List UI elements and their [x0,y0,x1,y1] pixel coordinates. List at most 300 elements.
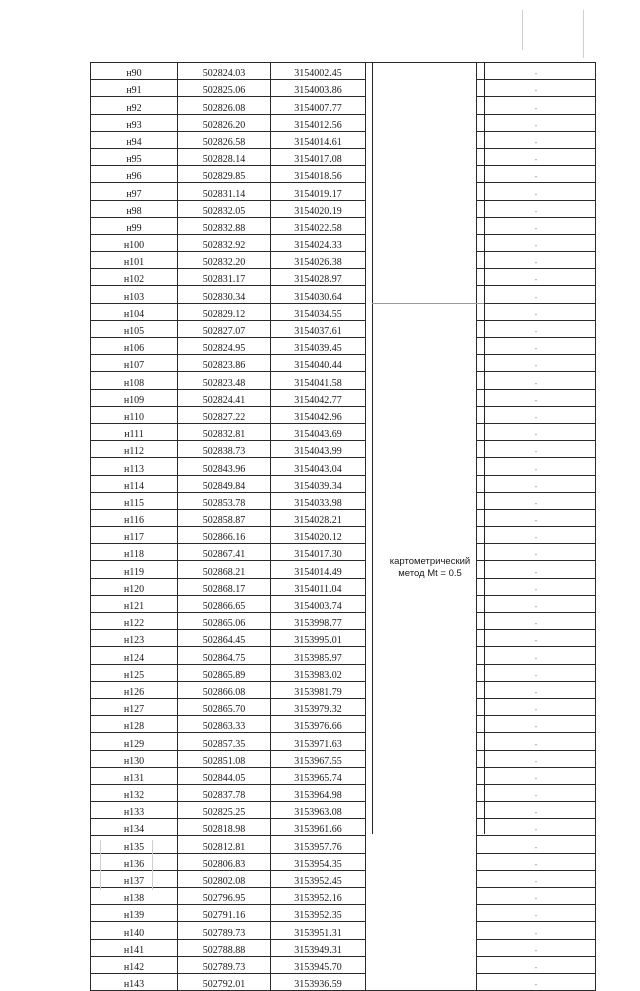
scan-artifact-line [522,10,523,50]
x-coordinate-cell: 502843.96 [178,458,271,475]
y-coordinate-cell: 3153965.74 [271,767,366,784]
y-coordinate-cell: 3153949.31 [271,939,366,956]
y-coordinate-cell: 3154017.30 [271,544,366,561]
method-cell [366,355,477,372]
accuracy-cell: - [477,578,596,595]
x-coordinate-cell: 502823.86 [178,355,271,372]
point-name-cell: н98 [91,200,178,217]
point-name-cell: н115 [91,492,178,509]
method-cell [366,888,477,905]
x-coordinate-cell: 502832.88 [178,217,271,234]
accuracy-cell: - [477,664,596,681]
x-coordinate-cell: 502868.17 [178,578,271,595]
y-coordinate-cell: 3153985.97 [271,647,366,664]
method-cell [366,802,477,819]
point-name-cell: н126 [91,681,178,698]
table-row [91,183,596,200]
point-name-cell: н96 [91,166,178,183]
y-coordinate-cell: 3154042.96 [271,406,366,423]
table-row [91,252,596,269]
y-coordinate-cell: 3154024.33 [271,234,366,251]
table-row [91,286,596,303]
table-row [91,750,596,767]
accuracy-cell: - [477,973,596,990]
method-cell [366,475,477,492]
x-coordinate-cell: 502864.45 [178,630,271,647]
point-name-cell: н97 [91,183,178,200]
y-coordinate-cell: 3154022.58 [271,217,366,234]
accuracy-cell: - [477,784,596,801]
method-cell [366,320,477,337]
accuracy-cell: - [477,97,596,114]
method-cell [366,698,477,715]
x-coordinate-cell: 502832.20 [178,252,271,269]
method-cell [366,148,477,165]
table-row [91,870,596,887]
x-coordinate-cell: 502788.88 [178,939,271,956]
accuracy-cell: - [477,681,596,698]
accuracy-cell: - [477,355,596,372]
y-coordinate-cell: 3154011.04 [271,578,366,595]
table-row [91,939,596,956]
table-row [91,784,596,801]
accuracy-cell: - [477,131,596,148]
accuracy-cell: - [477,698,596,715]
accuracy-cell: - [477,870,596,887]
column-divider [372,62,373,834]
method-cell [366,939,477,956]
point-name-cell: н129 [91,733,178,750]
accuracy-cell: - [477,320,596,337]
x-coordinate-cell: 502824.41 [178,389,271,406]
table-row [91,166,596,183]
table-row [91,114,596,131]
accuracy-cell: - [477,836,596,853]
point-name-cell: н109 [91,389,178,406]
method-cell [366,716,477,733]
table-row [91,475,596,492]
accuracy-cell: - [477,166,596,183]
table-row [91,492,596,509]
x-coordinate-cell: 502832.05 [178,200,271,217]
x-coordinate-cell: 502858.87 [178,509,271,526]
point-name-cell: н107 [91,355,178,372]
y-coordinate-cell: 3153952.16 [271,888,366,905]
accuracy-cell: - [477,527,596,544]
y-coordinate-cell: 3153981.79 [271,681,366,698]
y-coordinate-cell: 3154014.49 [271,561,366,578]
point-name-cell: н101 [91,252,178,269]
method-note-line-1: картометрический [389,556,471,567]
x-coordinate-cell: 502829.12 [178,303,271,320]
point-name-cell: н130 [91,750,178,767]
point-name-cell: н119 [91,561,178,578]
x-coordinate-cell: 502826.20 [178,114,271,131]
y-coordinate-cell: 3154017.08 [271,148,366,165]
scan-artifact-line [583,10,584,58]
y-coordinate-cell: 3154003.86 [271,80,366,97]
y-coordinate-cell: 3154019.17 [271,183,366,200]
accuracy-cell: - [477,922,596,939]
y-coordinate-cell: 3153983.02 [271,664,366,681]
accuracy-cell: - [477,269,596,286]
point-name-cell: н127 [91,698,178,715]
x-coordinate-cell: 502838.73 [178,441,271,458]
method-cell [366,613,477,630]
x-coordinate-cell: 502844.05 [178,767,271,784]
x-coordinate-cell: 502831.14 [178,183,271,200]
table-row [91,355,596,372]
table-row [91,853,596,870]
method-cell [366,905,477,922]
y-coordinate-cell: 3154043.99 [271,441,366,458]
accuracy-cell: - [477,561,596,578]
y-coordinate-cell: 3154028.97 [271,269,366,286]
method-cell [366,784,477,801]
table-row [91,681,596,698]
accuracy-cell: - [477,372,596,389]
table-row [91,561,596,578]
x-coordinate-cell: 502827.22 [178,406,271,423]
accuracy-cell: - [477,956,596,973]
accuracy-cell: - [477,423,596,440]
accuracy-cell: - [477,819,596,836]
accuracy-cell: - [477,716,596,733]
y-coordinate-cell: 3153998.77 [271,613,366,630]
point-name-cell: н93 [91,114,178,131]
method-cell [366,527,477,544]
method-cell [366,853,477,870]
method-cell [366,286,477,303]
y-coordinate-cell: 3154041.58 [271,372,366,389]
point-name-cell: н134 [91,819,178,836]
accuracy-cell: - [477,939,596,956]
method-cell [366,183,477,200]
method-cell [366,217,477,234]
method-cell [366,63,477,80]
method-cell [366,269,477,286]
point-name-cell: н104 [91,303,178,320]
method-cell [366,509,477,526]
method-cell [366,458,477,475]
accuracy-cell: - [477,853,596,870]
method-cell [366,252,477,269]
y-coordinate-cell: 3154030.64 [271,286,366,303]
y-coordinate-cell: 3154020.19 [271,200,366,217]
point-name-cell: н112 [91,441,178,458]
y-coordinate-cell: 3154012.56 [271,114,366,131]
x-coordinate-cell: 502857.35 [178,733,271,750]
table-row [91,320,596,337]
method-note-line-2: метод Mt = 0.5 [398,568,462,579]
scan-artifact-line [152,840,153,890]
y-coordinate-cell: 3154026.38 [271,252,366,269]
coordinates-table [90,62,596,991]
point-name-cell: н125 [91,664,178,681]
point-name-cell: н140 [91,922,178,939]
x-coordinate-cell: 502791.16 [178,905,271,922]
method-cell [366,819,477,836]
y-coordinate-cell: 3153954.35 [271,853,366,870]
point-name-cell: н120 [91,578,178,595]
point-name-cell: н128 [91,716,178,733]
accuracy-cell: - [477,544,596,561]
point-name-cell: н114 [91,475,178,492]
method-cell [366,338,477,355]
table-row [91,389,596,406]
table-row [91,131,596,148]
method-cell [366,97,477,114]
y-coordinate-cell: 3154042.77 [271,389,366,406]
accuracy-cell: - [477,338,596,355]
method-cell [366,647,477,664]
method-cell [366,681,477,698]
point-name-cell: н133 [91,802,178,819]
table-row [91,956,596,973]
point-name-cell: н92 [91,97,178,114]
point-name-cell: н91 [91,80,178,97]
point-name-cell: н131 [91,767,178,784]
x-coordinate-cell: 502849.84 [178,475,271,492]
accuracy-cell: - [477,767,596,784]
method-cell [366,630,477,647]
point-name-cell: н123 [91,630,178,647]
table-row [91,509,596,526]
method-cell [366,956,477,973]
accuracy-cell: - [477,252,596,269]
table-row [91,80,596,97]
point-name-cell: н94 [91,131,178,148]
method-cell-divider [372,303,484,304]
accuracy-cell: - [477,114,596,131]
table-row [91,578,596,595]
accuracy-cell: - [477,286,596,303]
method-cell [366,870,477,887]
y-coordinate-cell: 3154034.55 [271,303,366,320]
point-name-cell: н103 [91,286,178,303]
x-coordinate-cell: 502826.58 [178,131,271,148]
method-cell [366,372,477,389]
accuracy-cell: - [477,80,596,97]
table-row [91,217,596,234]
x-coordinate-cell: 502864.75 [178,647,271,664]
method-cell [366,166,477,183]
x-coordinate-cell: 502851.08 [178,750,271,767]
x-coordinate-cell: 502829.85 [178,166,271,183]
table-row [91,148,596,165]
table-row [91,613,596,630]
y-coordinate-cell: 3153951.31 [271,922,366,939]
method-cell [366,406,477,423]
x-coordinate-cell: 502825.06 [178,80,271,97]
y-coordinate-cell: 3153945.70 [271,956,366,973]
x-coordinate-cell: 502827.07 [178,320,271,337]
method-note [372,556,488,580]
point-name-cell: н121 [91,595,178,612]
method-cell [366,733,477,750]
x-coordinate-cell: 502789.73 [178,956,271,973]
y-coordinate-cell: 3154043.69 [271,423,366,440]
method-cell [366,922,477,939]
y-coordinate-cell: 3154028.21 [271,509,366,526]
method-cell [366,973,477,990]
accuracy-cell: - [477,630,596,647]
x-coordinate-cell: 502789.73 [178,922,271,939]
accuracy-cell: - [477,733,596,750]
y-coordinate-cell: 3153957.76 [271,836,366,853]
method-cell [366,389,477,406]
y-coordinate-cell: 3153963.08 [271,802,366,819]
accuracy-cell: - [477,905,596,922]
x-coordinate-cell: 502831.17 [178,269,271,286]
point-name-cell: н136 [91,853,178,870]
x-coordinate-cell: 502824.95 [178,338,271,355]
accuracy-cell: - [477,647,596,664]
x-coordinate-cell: 502830.34 [178,286,271,303]
y-coordinate-cell: 3153961.66 [271,819,366,836]
accuracy-cell: - [477,303,596,320]
table-row [91,423,596,440]
accuracy-cell: - [477,441,596,458]
y-coordinate-cell: 3154014.61 [271,131,366,148]
point-name-cell: н118 [91,544,178,561]
method-cell [366,492,477,509]
y-coordinate-cell: 3154040.44 [271,355,366,372]
x-coordinate-cell: 502865.89 [178,664,271,681]
x-coordinate-cell: 502868.21 [178,561,271,578]
table-row [91,544,596,561]
table-row [91,973,596,990]
point-name-cell: н122 [91,613,178,630]
accuracy-cell: - [477,63,596,80]
point-name-cell: н95 [91,148,178,165]
table-row [91,836,596,853]
table-row [91,819,596,836]
accuracy-cell: - [477,406,596,423]
point-name-cell: н102 [91,269,178,286]
table-row [91,372,596,389]
method-cell [366,595,477,612]
table-row [91,630,596,647]
table-row [91,922,596,939]
accuracy-cell: - [477,595,596,612]
x-coordinate-cell: 502825.25 [178,802,271,819]
x-coordinate-cell: 502866.16 [178,527,271,544]
table-row [91,802,596,819]
y-coordinate-cell: 3153952.45 [271,870,366,887]
y-coordinate-cell: 3153952.35 [271,905,366,922]
method-cell [366,114,477,131]
x-coordinate-cell: 502824.03 [178,63,271,80]
table-row [91,338,596,355]
y-coordinate-cell: 3154003.74 [271,595,366,612]
x-coordinate-cell: 502832.92 [178,234,271,251]
y-coordinate-cell: 3153976.66 [271,716,366,733]
x-coordinate-cell: 502806.83 [178,853,271,870]
accuracy-cell: - [477,802,596,819]
y-coordinate-cell: 3154043.04 [271,458,366,475]
accuracy-cell: - [477,200,596,217]
accuracy-cell: - [477,509,596,526]
table-row [91,269,596,286]
method-cell [366,578,477,595]
table-row [91,63,596,80]
method-cell [366,303,477,320]
point-name-cell: н124 [91,647,178,664]
table-row [91,303,596,320]
method-cell [366,423,477,440]
point-name-cell: н135 [91,836,178,853]
point-name-cell: н139 [91,905,178,922]
table-row [91,595,596,612]
accuracy-cell: - [477,750,596,767]
x-coordinate-cell: 502796.95 [178,888,271,905]
table-row [91,97,596,114]
y-coordinate-cell: 3154039.45 [271,338,366,355]
x-coordinate-cell: 502837.78 [178,784,271,801]
accuracy-cell: - [477,183,596,200]
y-coordinate-cell: 3154033.98 [271,492,366,509]
coordinates-table-body [91,63,596,991]
table-row [91,234,596,251]
x-coordinate-cell: 502863.33 [178,716,271,733]
table-row [91,888,596,905]
x-coordinate-cell: 502867.41 [178,544,271,561]
x-coordinate-cell: 502865.06 [178,613,271,630]
table-row [91,441,596,458]
x-coordinate-cell: 502865.70 [178,698,271,715]
table-row [91,716,596,733]
x-coordinate-cell: 502792.01 [178,973,271,990]
x-coordinate-cell: 502826.08 [178,97,271,114]
point-name-cell: н110 [91,406,178,423]
x-coordinate-cell: 502828.14 [178,148,271,165]
y-coordinate-cell: 3154018.56 [271,166,366,183]
y-coordinate-cell: 3154039.34 [271,475,366,492]
point-name-cell: н117 [91,527,178,544]
y-coordinate-cell: 3153979.32 [271,698,366,715]
table-row [91,664,596,681]
accuracy-cell: - [477,475,596,492]
point-name-cell: н108 [91,372,178,389]
point-name-cell: н143 [91,973,178,990]
y-coordinate-cell: 3154020.12 [271,527,366,544]
y-coordinate-cell: 3153971.63 [271,733,366,750]
method-cell [366,664,477,681]
x-coordinate-cell: 502832.81 [178,423,271,440]
table-row [91,406,596,423]
x-coordinate-cell: 502812.81 [178,836,271,853]
accuracy-cell: - [477,389,596,406]
method-cell [366,767,477,784]
y-coordinate-cell: 3154007.77 [271,97,366,114]
x-coordinate-cell: 502823.48 [178,372,271,389]
table-row [91,458,596,475]
x-coordinate-cell: 502818.98 [178,819,271,836]
table-row [91,767,596,784]
point-name-cell: н142 [91,956,178,973]
point-name-cell: н105 [91,320,178,337]
x-coordinate-cell: 502866.08 [178,681,271,698]
y-coordinate-cell: 3154037.61 [271,320,366,337]
point-name-cell: н116 [91,509,178,526]
table-row [91,698,596,715]
point-name-cell: н106 [91,338,178,355]
accuracy-cell: - [477,888,596,905]
point-name-cell: н99 [91,217,178,234]
accuracy-cell: - [477,234,596,251]
table-row [91,733,596,750]
